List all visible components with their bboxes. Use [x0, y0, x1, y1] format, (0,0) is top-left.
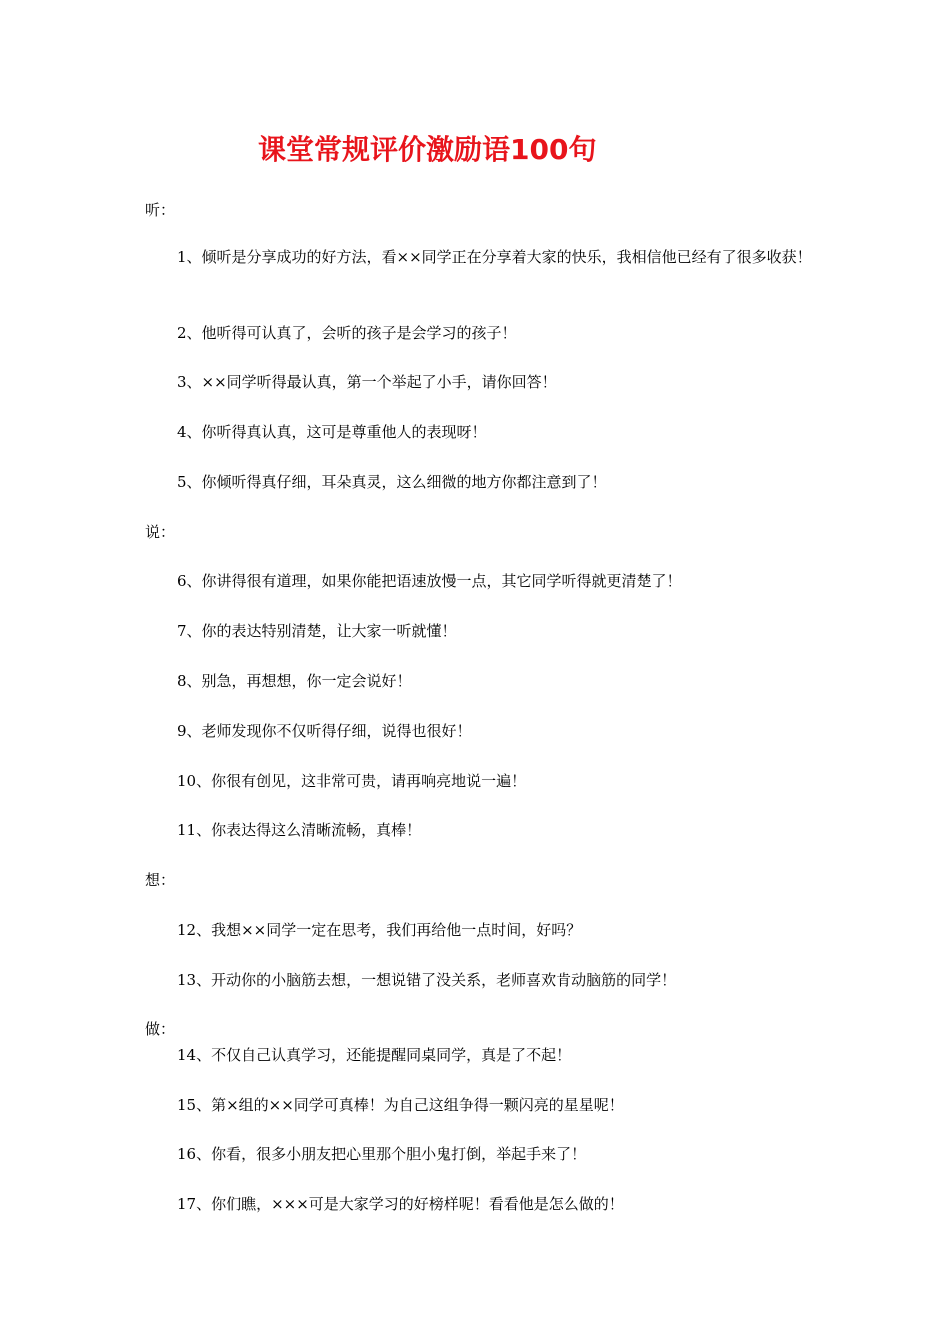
list-item: 11、你表达得这么清晰流畅，真棒！ [177, 821, 422, 839]
list-item: 14、不仅自己认真学习，还能提醒同桌同学，真是了不起！ [177, 1046, 572, 1064]
list-item: 8、别急，再想想，你一定会说好！ [177, 672, 412, 690]
section-heading-think: 想： [145, 871, 176, 889]
list-item: 15、第×组的××同学可真棒！为自己这组争得一颗闪亮的星星呢！ [177, 1096, 624, 1114]
list-item: 3、××同学听得最认真，第一个举起了小手，请你回答！ [177, 373, 557, 391]
document-title: 课堂常规评价激励语100句 [258, 133, 597, 166]
list-item: 9、老师发现你不仅听得仔细，说得也很好！ [177, 722, 472, 740]
section-heading-do: 做： [145, 1020, 176, 1038]
list-item: 13、开动你的小脑筋去想，一想说错了没关系，老师喜欢肯动脑筋的同学！ [177, 971, 677, 989]
list-item: 17、你们瞧，×××可是大家学习的好榜样呢！看看他是怎么做的！ [177, 1195, 624, 1213]
list-item: 2、他听得可认真了，会听的孩子是会学习的孩子！ [177, 324, 517, 342]
list-item: 10、你很有创见，这非常可贵，请再响亮地说一遍！ [177, 772, 527, 790]
list-item: 12、我想××同学一定在思考，我们再给他一点时间，好吗？ [177, 921, 582, 939]
list-item: 4、你听得真认真，这可是尊重他人的表现呀！ [177, 423, 487, 441]
section-heading-speak: 说： [145, 523, 176, 541]
list-item: 5、你倾听得真仔细，耳朵真灵，这么细微的地方你都注意到了！ [177, 473, 607, 491]
list-item: 16、你看，很多小朋友把心里那个胆小鬼打倒，举起手来了！ [177, 1145, 587, 1163]
section-heading-listen: 听： [145, 201, 176, 219]
list-item: 6、你讲得很有道理，如果你能把语速放慢一点，其它同学听得就更清楚了！ [177, 572, 682, 590]
list-item: 7、你的表达特别清楚，让大家一听就懂！ [177, 622, 457, 640]
list-item: 1、倾听是分享成功的好方法，看××同学正在分享着大家的快乐，我相信他已经有了很多收获！ [177, 248, 812, 266]
